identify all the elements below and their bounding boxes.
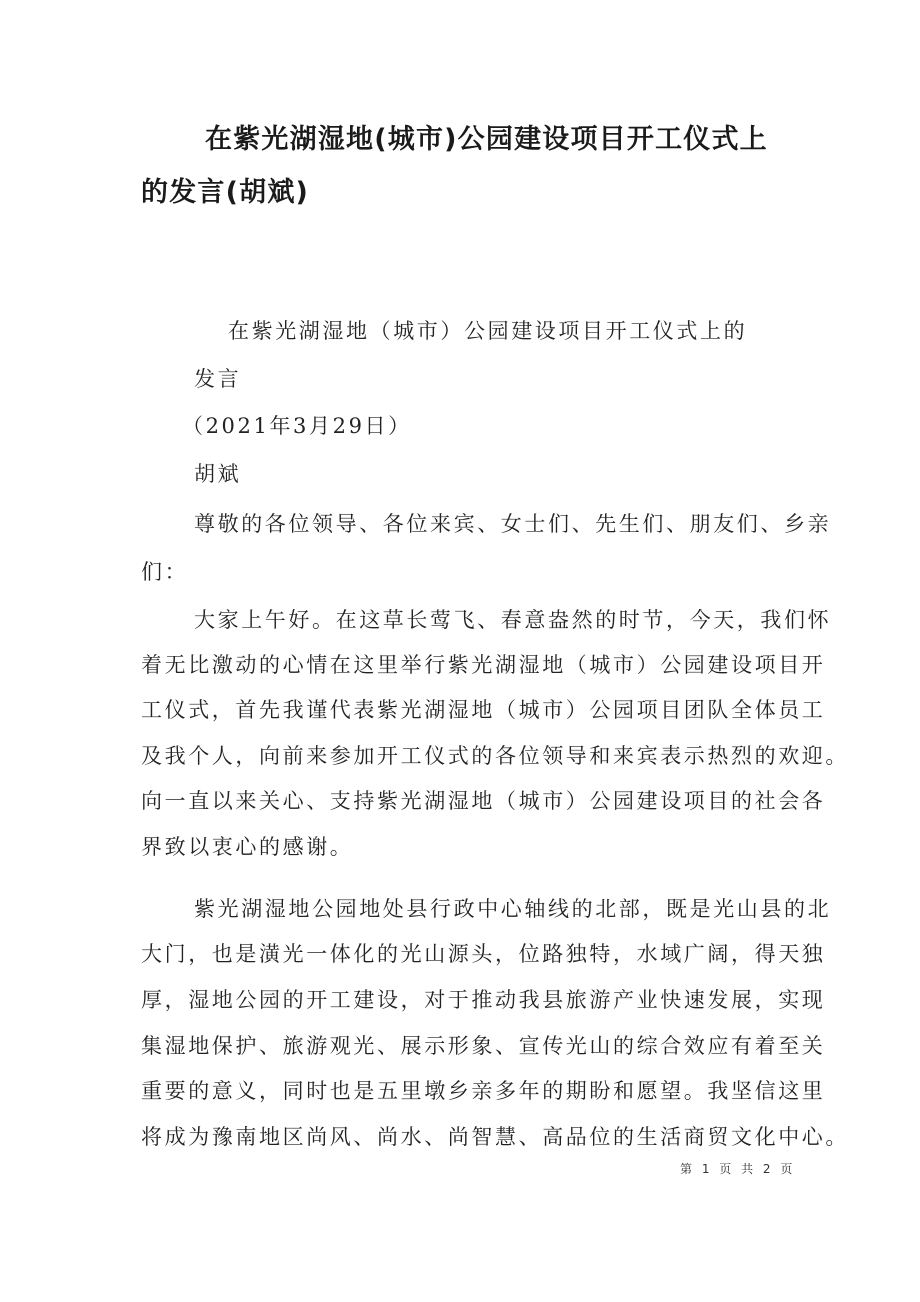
speech-author: 胡斌 (194, 462, 242, 486)
paragraph-2-line-6: 将成为豫南地区尚风、尚水、尚智慧、高品位的生活商贸文化中心。 (141, 1125, 849, 1149)
salutation-line-1: 尊敬的各位领导、各位来宾、女士们、先生们、朋友们、乡亲 (194, 512, 832, 536)
paragraph-2-line-4: 集湿地保护、旅游观光、展示形象、宣传光山的综合效应有着至关 (141, 1034, 826, 1058)
paragraph-1-line-3: 工仪式，首先我谨代表紫光湖湿地（城市）公园项目团队全体员工 (141, 698, 826, 722)
paragraph-2-line-2: 大门，也是潢光一体化的光山源头，位路独特，水域广阔，得天独 (141, 942, 826, 966)
paragraph-1-line-6: 界致以衷心的感谢。 (141, 835, 354, 859)
paragraph-1-line-2: 着无比激动的心情在这里举行紫光湖湿地（城市）公园建设项目开 (141, 653, 826, 677)
paragraph-1-line-5: 向一直以来关心、支持紫光湖湿地（城市）公园建设项目的社会各 (141, 789, 826, 813)
paragraph-1-line-4: 及我个人，向前来参加开工仪式的各位领导和来宾表示热烈的欢迎。 (141, 744, 849, 768)
paragraph-2-line-5: 重要的意义，同时也是五里墩乡亲多年的期盼和愿望。我坚信这里 (141, 1079, 826, 1103)
speech-date: （2021年3月29日） (182, 414, 412, 438)
document-title-line-1: 在紫光湖湿地(城市)公园建设项目开工仪式上 (205, 124, 768, 155)
paragraph-2-line-1: 紫光湖湿地公园地处县行政中心轴线的北部，既是光山县的北 (194, 897, 832, 921)
paragraph-1-line-1: 大家上午好。在这草长莺飞、春意盎然的时节，今天，我们怀 (194, 608, 832, 632)
subtitle-line-1: 在紫光湖湿地（城市）公园建设项目开工仪式上的 (228, 319, 748, 343)
page-number-footer: 第 1 页 共 2 页 (680, 1162, 796, 1176)
paragraph-2-line-3: 厚，湿地公园的开工建设，对于推动我县旅游产业快速发展，实现 (141, 988, 826, 1012)
document-title-line-2: 的发言(胡斌) (141, 177, 310, 208)
salutation-line-2: 们： (141, 560, 189, 584)
subtitle-line-2: 发言 (194, 367, 242, 391)
